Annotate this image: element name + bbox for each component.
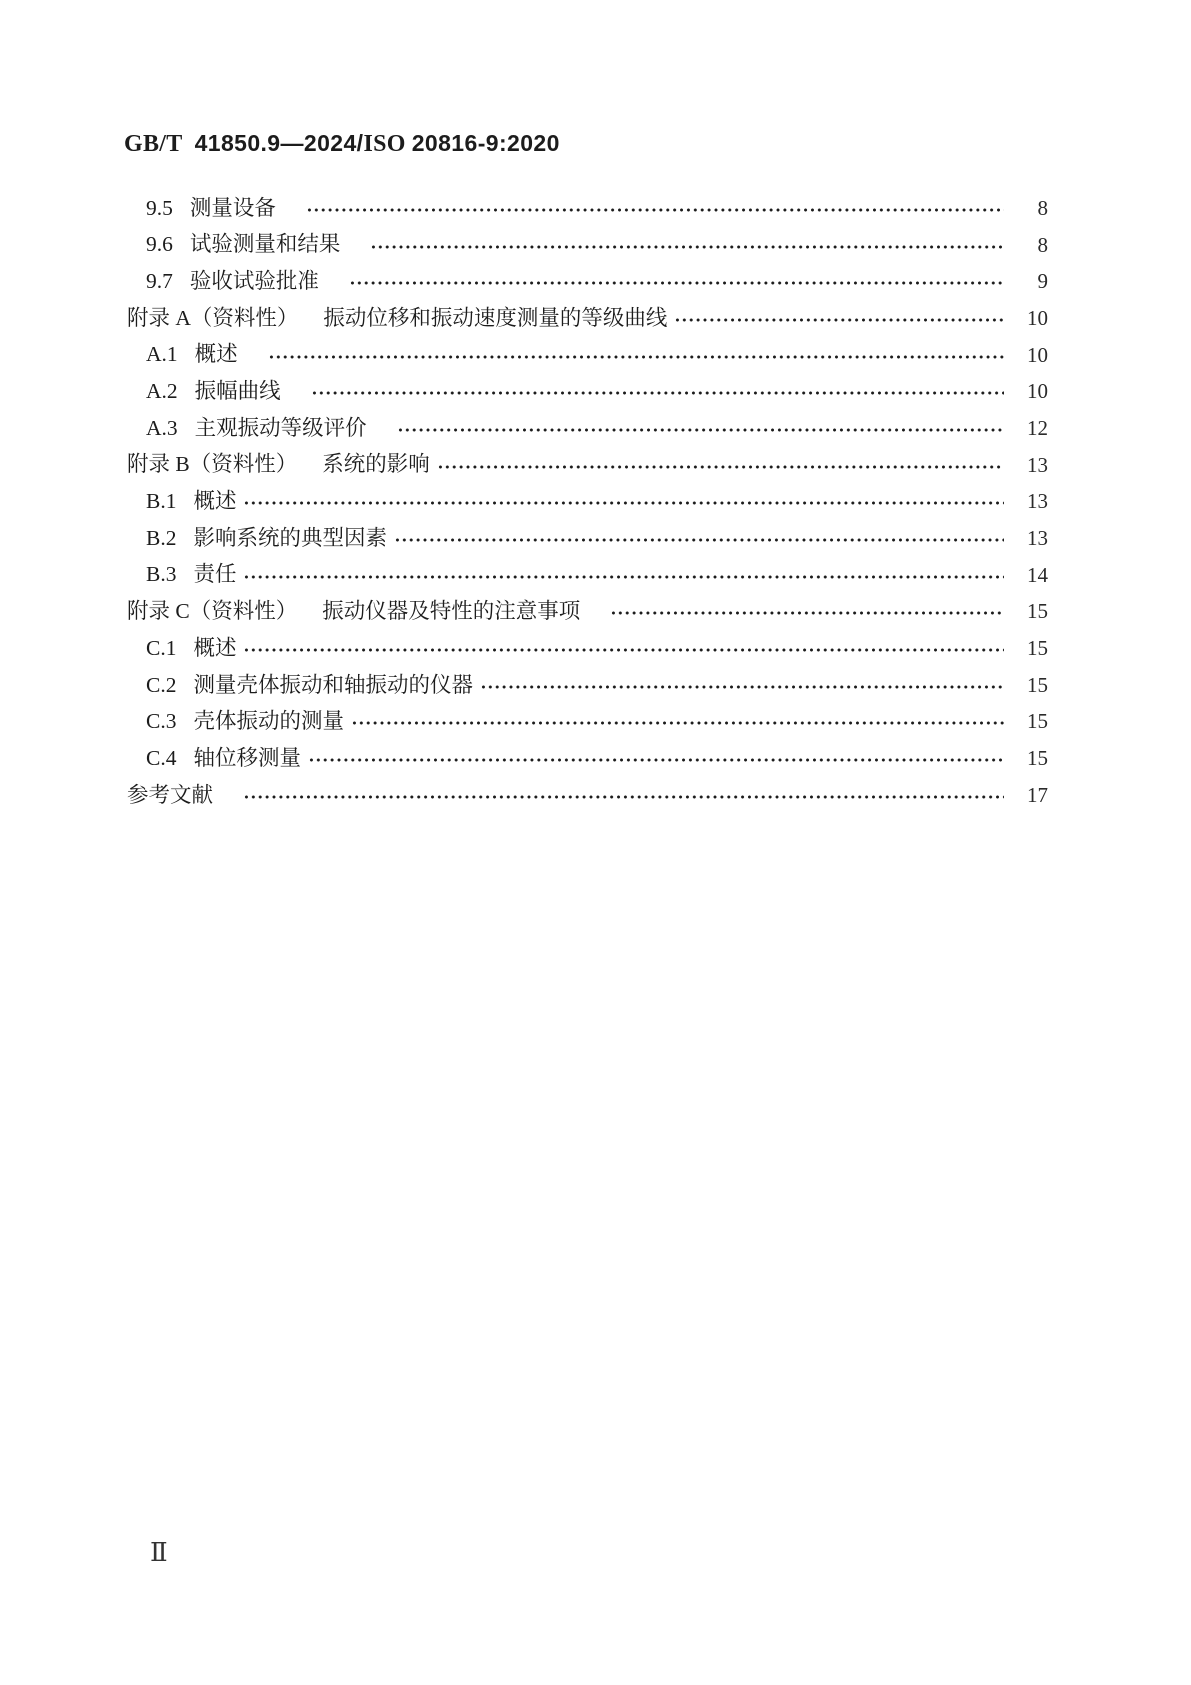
toc-entry-page: 15 bbox=[1027, 746, 1048, 771]
toc-entry bbox=[127, 740, 1048, 777]
toc-list bbox=[127, 190, 1048, 814]
toc-entry-number: A.3 bbox=[146, 415, 178, 440]
toc-entry-page: 13 bbox=[1027, 526, 1048, 551]
toc-entry-title: 测量壳体振动和轴振动的仪器 bbox=[193, 672, 473, 697]
toc-entry-number: C.2 bbox=[146, 672, 177, 697]
toc-entry-page: 8 bbox=[1037, 195, 1048, 220]
toc-entry bbox=[127, 190, 1048, 227]
toc-entry-number: C.3 bbox=[146, 709, 177, 734]
toc-leader-dots bbox=[351, 720, 1004, 726]
toc-entry-number: 附录 A（资料性） bbox=[127, 305, 299, 330]
toc-entry-page: 9 bbox=[1037, 269, 1048, 294]
toc-leader-dots bbox=[370, 244, 1004, 250]
toc-entry bbox=[127, 447, 1048, 484]
toc-entry-page: 15 bbox=[1027, 599, 1048, 624]
toc-entry-number: B.3 bbox=[146, 562, 177, 587]
standard-number: 41850.9—2024/ bbox=[194, 130, 364, 156]
toc-entry-number: 9.5 bbox=[146, 195, 173, 220]
toc-entry bbox=[127, 594, 1048, 631]
toc-entry-title: 振幅曲线 bbox=[194, 379, 281, 404]
toc-leader-dots bbox=[243, 647, 1004, 653]
toc-entry-number: 附录 C（资料性） bbox=[127, 599, 298, 624]
toc-entry bbox=[127, 630, 1048, 667]
toc-entry-title: 概述 bbox=[193, 489, 237, 514]
toc-entry-number: A.2 bbox=[146, 379, 178, 404]
toc-entry bbox=[127, 667, 1048, 704]
toc-entry bbox=[127, 484, 1048, 521]
document-header bbox=[124, 130, 560, 158]
iso-prefix: ISO bbox=[363, 131, 406, 157]
toc-entry-page: 14 bbox=[1027, 562, 1048, 587]
toc-entry bbox=[127, 227, 1048, 264]
toc-entry-title: 责任 bbox=[193, 562, 237, 587]
toc-entry-title: 系统的影响 bbox=[322, 452, 430, 477]
toc-entry-title: 验收试验批准 bbox=[189, 268, 319, 293]
toc-leader-dots bbox=[306, 207, 1004, 213]
toc-entry-page: 15 bbox=[1027, 672, 1048, 697]
toc-entry-number: 9.7 bbox=[146, 268, 173, 293]
toc-entry-title: 概述 bbox=[193, 635, 237, 660]
toc-entry-page: 10 bbox=[1027, 379, 1048, 404]
toc-entry-page: 10 bbox=[1027, 342, 1048, 367]
toc-entry bbox=[127, 520, 1048, 557]
toc-entry-number: 附录 B（资料性） bbox=[127, 452, 298, 477]
toc-entry-page: 15 bbox=[1027, 636, 1048, 661]
toc-leader-dots bbox=[674, 317, 1004, 323]
toc-leader-dots bbox=[243, 500, 1004, 506]
toc-entry-title: 试验测量和结果 bbox=[189, 232, 341, 257]
toc-entry-number: 9.6 bbox=[146, 232, 173, 257]
toc-entry-page: 17 bbox=[1027, 782, 1048, 807]
footer-page-number: Ⅱ bbox=[150, 1538, 168, 1567]
toc-entry-title: 概述 bbox=[194, 342, 238, 367]
toc-leader-dots bbox=[311, 390, 1004, 396]
toc-leader-dots bbox=[308, 757, 1004, 763]
toc-leader-dots bbox=[349, 280, 1004, 286]
toc-entry-title: 参考文献 bbox=[127, 782, 214, 807]
toc-entry-page: 10 bbox=[1027, 305, 1048, 330]
toc-entry-title: 轴位移测量 bbox=[193, 745, 301, 770]
toc-leader-dots bbox=[610, 610, 1004, 616]
toc-leader-dots bbox=[437, 464, 1004, 470]
toc-entry-page: 13 bbox=[1027, 489, 1048, 514]
standard-code-prefix: GB/T bbox=[124, 131, 183, 157]
toc-entry-number: A.1 bbox=[146, 342, 178, 367]
toc-entry-number: B.1 bbox=[146, 489, 177, 514]
iso-number: 20816-9:2020 bbox=[411, 130, 560, 156]
toc-leader-dots bbox=[243, 574, 1004, 580]
toc-entry-page: 8 bbox=[1037, 232, 1048, 257]
toc-entry bbox=[127, 410, 1048, 447]
toc-leader-dots bbox=[394, 537, 1004, 543]
toc-entry-page: 13 bbox=[1027, 452, 1048, 477]
toc-entry-page: 12 bbox=[1027, 415, 1048, 440]
toc-entry-title: 影响系统的典型因素 bbox=[193, 525, 387, 550]
toc-entry bbox=[127, 704, 1048, 741]
toc-entry-number: C.4 bbox=[146, 745, 177, 770]
toc-entry bbox=[127, 300, 1048, 337]
toc-entry bbox=[127, 337, 1048, 374]
toc-entry-number: C.1 bbox=[146, 635, 177, 660]
toc-leader-dots bbox=[480, 684, 1004, 690]
toc-entry-page: 15 bbox=[1027, 709, 1048, 734]
toc-leader-dots bbox=[397, 427, 1004, 433]
toc-entry bbox=[127, 263, 1048, 300]
toc-leader-dots bbox=[268, 354, 1004, 360]
toc-entry-title: 主观振动等级评价 bbox=[194, 415, 367, 440]
toc-entry-title: 振动位移和振动速度测量的等级曲线 bbox=[323, 305, 668, 330]
toc-entry-title: 振动仪器及特性的注意事项 bbox=[322, 599, 581, 624]
toc-entry-title: 测量设备 bbox=[189, 195, 276, 220]
toc-entry bbox=[127, 373, 1048, 410]
toc-entry-title: 壳体振动的测量 bbox=[193, 709, 344, 734]
toc-leader-dots bbox=[243, 794, 1004, 800]
toc-entry-number: B.2 bbox=[146, 525, 177, 550]
toc-entry bbox=[127, 557, 1048, 594]
toc-entry bbox=[127, 777, 1048, 814]
